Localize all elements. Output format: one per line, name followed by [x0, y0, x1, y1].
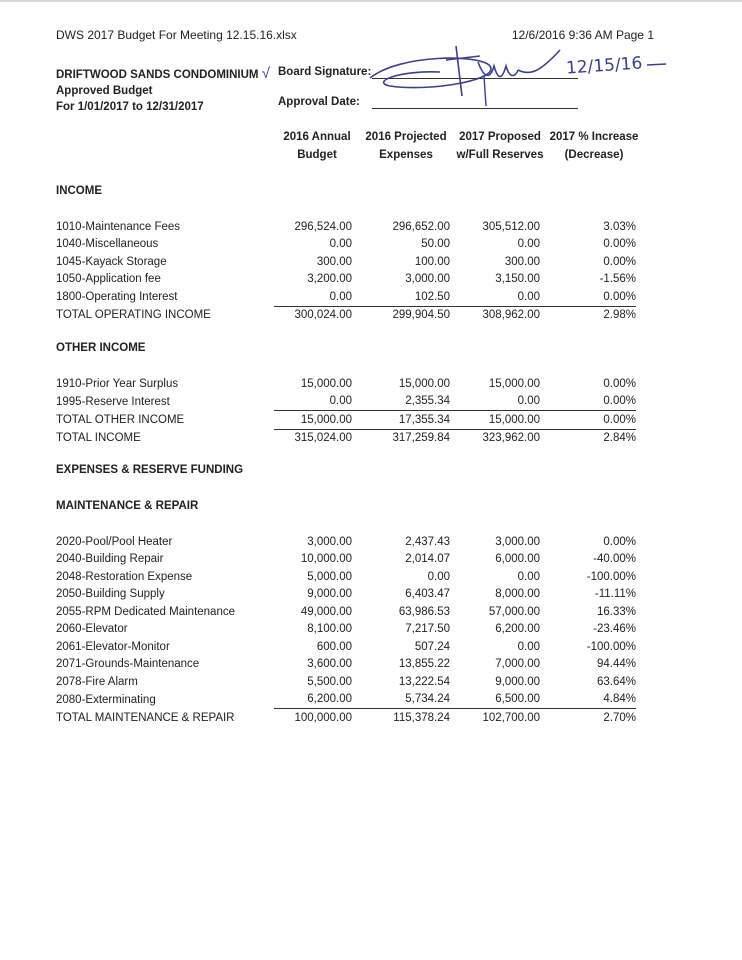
- other-income-table: [56, 375, 636, 447]
- cell-2016-projected: 2,014.07: [405, 553, 450, 566]
- maintenance-table: [56, 533, 636, 727]
- row-label: TOTAL OPERATING INCOME: [56, 309, 211, 321]
- row-label: 2078-Fire Alarm: [56, 675, 138, 688]
- file-name: DWS 2017 Budget For Meeting 12.15.16.xlsx: [56, 28, 297, 42]
- cell-2016-budget: 8,100.00: [307, 623, 352, 636]
- row-label: 1045-Kayack Storage: [56, 255, 167, 268]
- cell-2017-proposed: 305,512.00: [482, 220, 540, 233]
- cell-2017-proposed: 300.00: [504, 255, 540, 268]
- table-row: [56, 306, 636, 324]
- cell-pct-change: 0.00%: [603, 238, 636, 251]
- table-row: [56, 236, 636, 254]
- cell-2016-budget: 0.00: [329, 290, 352, 303]
- cell-pct-change: 63.64%: [596, 675, 636, 688]
- check-mark: √: [261, 65, 270, 82]
- cell-2016-budget: 15,000.00: [300, 377, 352, 390]
- cell-2016-projected: 507.24: [414, 640, 450, 653]
- cell-2016-projected: 0.00: [427, 570, 450, 583]
- cell-2016-budget: 15,000.00: [274, 411, 352, 430]
- cell-pct-change: 94.44%: [596, 658, 636, 671]
- cell-pct-change: 3.03%: [603, 220, 636, 233]
- cell-2016-budget: 0.00: [329, 238, 352, 251]
- row-label: 2071-Grounds-Maintenance: [56, 658, 200, 671]
- print-stamp: 12/6/2016 9:36 AM Page 1: [511, 28, 654, 42]
- cell-pct-change: -1.56%: [599, 273, 636, 286]
- cell-2016-budget: 3,200.00: [307, 273, 352, 286]
- approval-date-label: Approval Date:: [278, 96, 360, 108]
- row-label: 1040-Miscellaneous: [56, 238, 159, 251]
- org-block: [56, 66, 270, 115]
- cell-pct-change: 2.98%: [540, 306, 636, 324]
- row-label: 2020-Pool/Pool Heater: [56, 535, 173, 548]
- row-label: 2080-Exterminating: [56, 693, 156, 706]
- row-label: TOTAL OTHER INCOME: [56, 413, 185, 426]
- table-row: [56, 656, 636, 674]
- cell-pct-change: -100.00%: [586, 640, 636, 653]
- cell-2016-budget: 5,500.00: [307, 675, 352, 688]
- table-row: [56, 709, 636, 727]
- cell-2016-projected: 13,222.54: [398, 675, 450, 688]
- cell-2016-budget: 100,000.00: [274, 709, 352, 727]
- col-header-2017-proposed: 2017 Proposed w/Full Reserves: [456, 131, 544, 161]
- section-expenses: EXPENSES & RESERVE FUNDING: [56, 464, 244, 476]
- cell-2016-budget: 300.00: [316, 255, 352, 268]
- cell-2017-proposed: 308,962.00: [450, 306, 540, 324]
- cell-2016-budget: 3,000.00: [307, 535, 352, 548]
- cell-pct-change: -100.00%: [586, 570, 636, 583]
- cell-2016-projected: 15,000.00: [398, 377, 450, 390]
- cell-2016-projected: 63,986.53: [398, 605, 450, 618]
- cell-2017-proposed: 57,000.00: [488, 605, 540, 618]
- row-label: 2055-RPM Dedicated Maintenance: [56, 605, 235, 618]
- col-header-pct-increase: 2017 % Increase (Decrease): [549, 131, 639, 161]
- cell-2017-proposed: 9,000.00: [495, 675, 540, 688]
- cell-2016-budget: 300,024.00: [274, 306, 352, 324]
- cell-2017-proposed: 15,000.00: [450, 411, 540, 430]
- cell-2016-projected: 2,437.43: [405, 535, 450, 548]
- table-row: [56, 288, 636, 306]
- row-label: 2060-Elevator: [56, 623, 128, 636]
- cell-2017-proposed: 0.00: [517, 640, 540, 653]
- table-row: [56, 429, 636, 447]
- cell-2017-proposed: 0.00: [517, 570, 540, 583]
- table-row: [56, 411, 636, 430]
- cell-2016-projected: 6,403.47: [405, 588, 450, 601]
- cell-2017-proposed: 7,000.00: [495, 658, 540, 671]
- cell-2017-proposed: 3,000.00: [495, 535, 540, 548]
- table-row: [56, 271, 636, 289]
- cell-pct-change: 0.00%: [603, 290, 636, 303]
- cell-2017-proposed: 0.00: [517, 395, 540, 408]
- cell-2016-budget: 49,000.00: [300, 605, 352, 618]
- table-row: [56, 393, 636, 411]
- cell-2017-proposed: 6,500.00: [495, 693, 540, 706]
- org-name: DRIFTWOOD SANDS CONDOMINIUM: [56, 69, 259, 81]
- cell-pct-change: 0.00%: [540, 411, 636, 430]
- cell-2016-budget: 0.00: [329, 395, 352, 408]
- handwritten-date: 12/15/16: [565, 53, 643, 79]
- cell-2016-projected: 299,904.50: [352, 306, 450, 324]
- cell-2017-proposed: 3,150.00: [495, 273, 540, 286]
- table-row: [56, 673, 636, 691]
- board-signature-label: Board Signature:: [278, 66, 372, 78]
- cell-2016-projected: 100.00: [414, 255, 450, 268]
- cell-2016-projected: 3,000.00: [405, 273, 450, 286]
- row-label: 1995-Reserve Interest: [56, 395, 170, 408]
- table-row: [56, 621, 636, 639]
- cell-2016-budget: 296,524.00: [294, 220, 352, 233]
- cell-pct-change: 2.70%: [540, 709, 636, 727]
- cell-2016-projected: 17,355.34: [352, 411, 450, 430]
- handwritten-signature: [360, 36, 570, 116]
- cell-pct-change: -23.46%: [593, 623, 636, 636]
- row-label: TOTAL INCOME: [56, 432, 141, 444]
- table-row: [56, 551, 636, 569]
- scan-edge: [0, 0, 742, 2]
- cell-pct-change: 16.33%: [596, 605, 636, 618]
- cell-2016-budget: 3,600.00: [307, 658, 352, 671]
- table-row: [56, 691, 636, 709]
- cell-2017-proposed: 6,000.00: [495, 553, 540, 566]
- cell-pct-change: 0.00%: [603, 395, 636, 408]
- row-label: 1050-Application fee: [56, 273, 161, 286]
- cell-pct-change: -11.11%: [594, 588, 636, 601]
- cell-2016-budget: 10,000.00: [300, 553, 352, 566]
- cell-2017-proposed: 0.00: [517, 238, 540, 251]
- row-label: 2048-Restoration Expense: [56, 570, 193, 583]
- budget-subtitle: Approved Budget: [56, 85, 153, 97]
- table-row: [56, 253, 636, 271]
- cell-2016-projected: 115,378.24: [352, 709, 450, 727]
- cell-2016-projected: 50.00: [421, 238, 450, 251]
- cell-2016-projected: 2,355.34: [405, 395, 450, 408]
- cell-2017-proposed: 6,200.00: [495, 623, 540, 636]
- cell-pct-change: 0.00%: [603, 535, 636, 548]
- cell-2017-proposed: 0.00: [517, 290, 540, 303]
- income-table: [56, 218, 636, 324]
- cell-2016-projected: 5,734.24: [405, 693, 450, 706]
- handwritten-dash: [646, 62, 668, 68]
- table-row: [56, 533, 636, 551]
- cell-2016-budget: 9,000.00: [307, 588, 352, 601]
- table-row: [56, 638, 636, 656]
- cell-2016-budget: 315,024.00: [274, 429, 352, 447]
- cell-pct-change: 0.00%: [603, 255, 636, 268]
- cell-2016-projected: 102.50: [414, 290, 450, 303]
- cell-pct-change: 0.00%: [603, 377, 636, 390]
- table-row: [56, 586, 636, 604]
- cell-pct-change: -40.00%: [593, 553, 636, 566]
- cell-2016-projected: 13,855.22: [398, 658, 450, 671]
- cell-2016-budget: 600.00: [316, 640, 352, 653]
- table-row: [56, 218, 636, 236]
- cell-pct-change: 2.84%: [540, 429, 636, 447]
- row-label: 2061-Elevator-Monitor: [56, 640, 170, 653]
- table-row: [56, 603, 636, 621]
- row-label: TOTAL MAINTENANCE & REPAIR: [56, 711, 235, 724]
- cell-2017-proposed: 323,962.00: [450, 429, 540, 447]
- table-row: [56, 568, 636, 586]
- cell-pct-change: 4.84%: [603, 693, 636, 706]
- section-maintenance: MAINTENANCE & REPAIR: [56, 500, 199, 512]
- cell-2016-projected: 296,652.00: [392, 220, 450, 233]
- row-label: 1800-Operating Interest: [56, 291, 178, 303]
- section-other-income: OTHER INCOME: [56, 342, 146, 354]
- row-label: 2040-Building Repair: [56, 553, 164, 566]
- cell-2016-budget: 6,200.00: [307, 693, 352, 706]
- cell-2017-proposed: 15,000.00: [488, 377, 540, 390]
- cell-2016-projected: 317,259.84: [352, 429, 450, 447]
- cell-2016-budget: 5,000.00: [307, 570, 352, 583]
- section-income: INCOME: [56, 185, 102, 197]
- cell-2017-proposed: 102,700.00: [450, 709, 540, 727]
- cell-2016-projected: 7,217.50: [405, 623, 450, 636]
- row-label: 2050-Building Supply: [56, 588, 165, 601]
- row-label: 1010-Maintenance Fees: [56, 220, 181, 233]
- col-header-2016-projected: 2016 Projected Expenses: [365, 131, 447, 161]
- budget-period: For 1/01/2017 to 12/31/2017: [56, 101, 204, 113]
- table-row: [56, 375, 636, 393]
- col-header-2016-budget: 2016 Annual Budget: [283, 131, 351, 161]
- row-label: 1910-Prior Year Surplus: [56, 377, 179, 390]
- cell-2017-proposed: 8,000.00: [495, 588, 540, 601]
